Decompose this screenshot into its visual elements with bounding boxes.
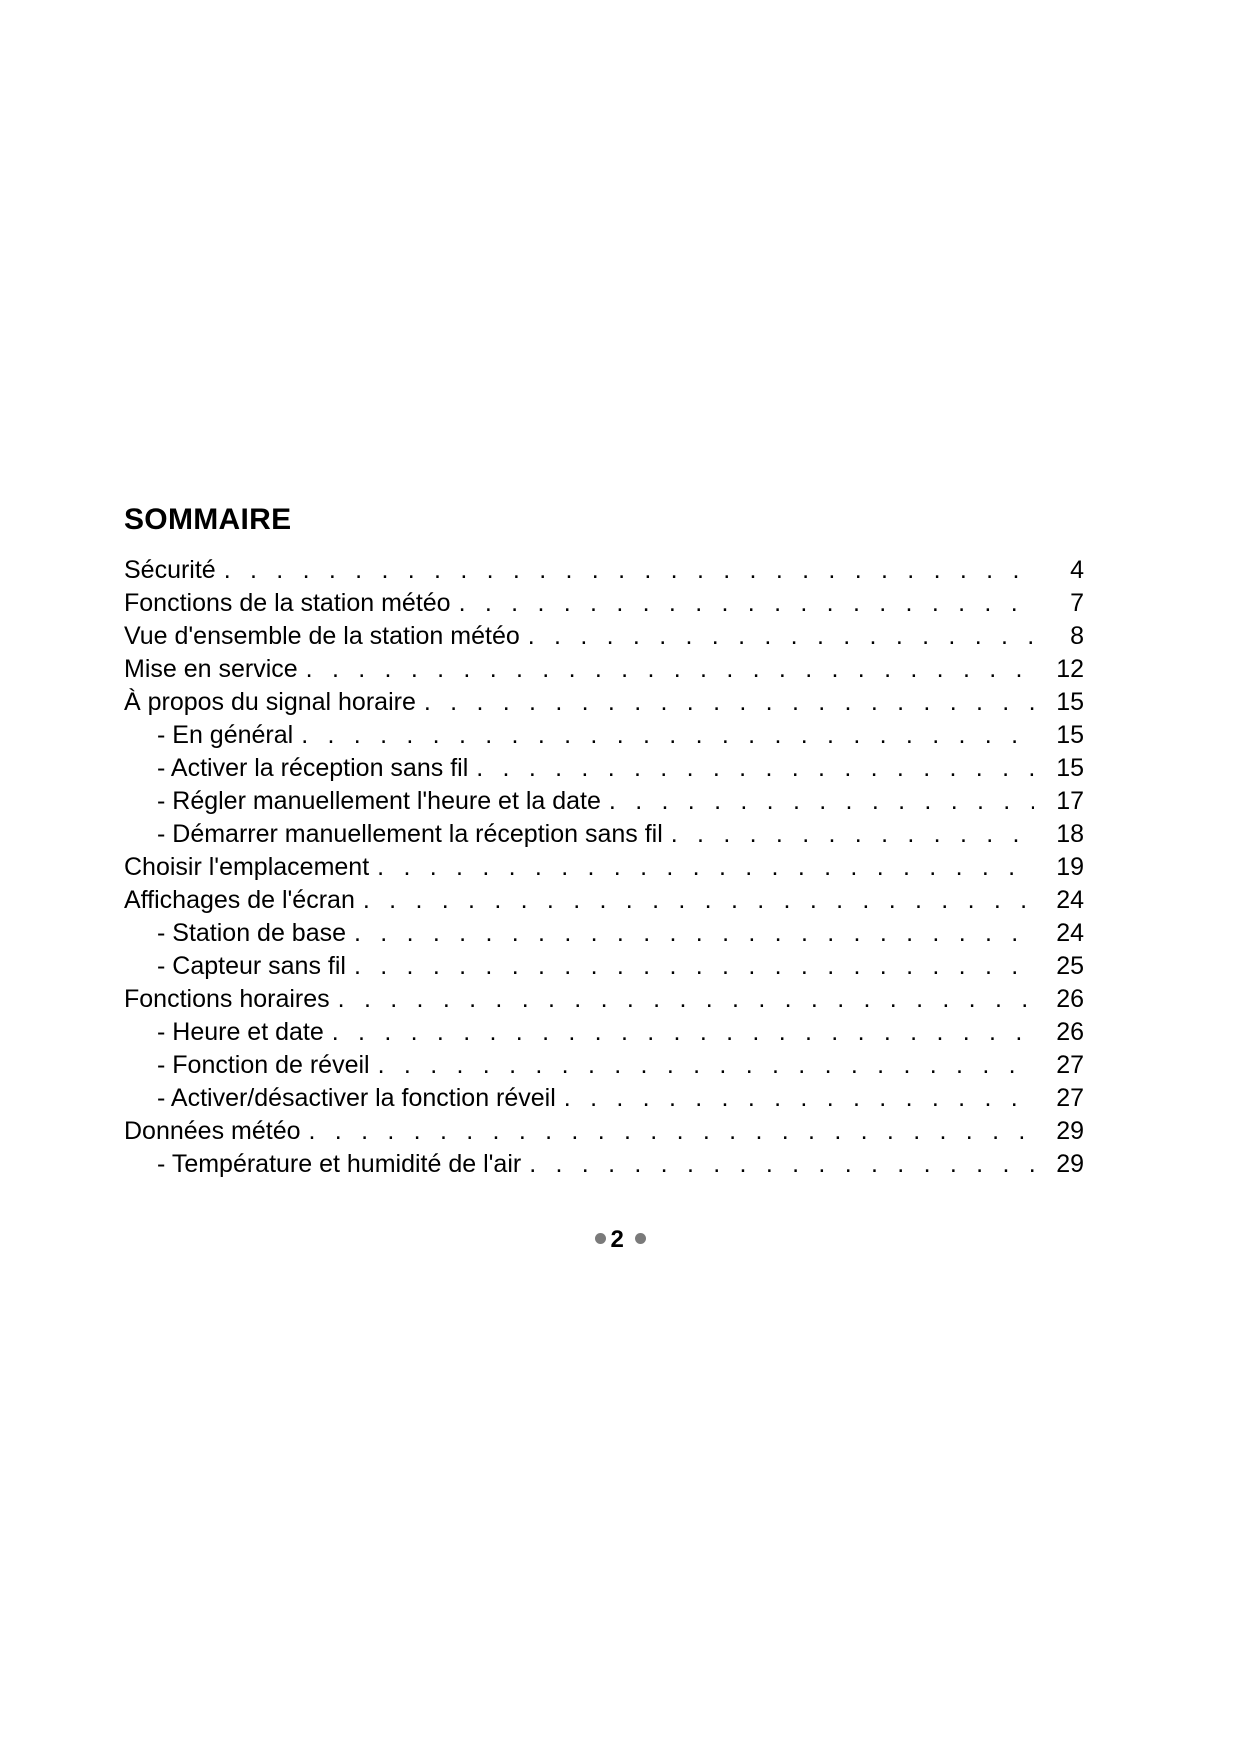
- toc-entry[interactable]: [124, 1149, 1084, 1182]
- toc-entry[interactable]: [124, 621, 1084, 654]
- toc-entry-label: - Fonction de réveil: [157, 1051, 370, 1079]
- dot-leader: [363, 885, 1034, 915]
- bullet-right-icon: [635, 1233, 646, 1244]
- toc-entry-label: - En général: [157, 721, 294, 749]
- toc-entry-label: - Régler manuellement l'heure et la date: [157, 787, 601, 815]
- toc-entry-page: 26: [1056, 985, 1084, 1013]
- toc-entry[interactable]: [124, 852, 1084, 885]
- dot-leader: [338, 984, 1034, 1014]
- bullet-left-icon: [595, 1233, 606, 1244]
- dot-leader: [528, 621, 1034, 651]
- dot-leader: [459, 588, 1034, 618]
- toc-entry[interactable]: [124, 753, 1084, 786]
- dot-leader: [564, 1083, 1034, 1113]
- toc-entry-page: 15: [1056, 754, 1084, 782]
- dot-leader: [424, 687, 1034, 717]
- toc-entry-label: - Température et humidité de l'air: [157, 1150, 522, 1178]
- toc-entry[interactable]: [124, 918, 1084, 951]
- dot-leader: [301, 720, 1034, 750]
- toc-entry-label: Sécurité: [124, 556, 216, 584]
- toc-entry-page: 24: [1056, 919, 1084, 947]
- toc-entry[interactable]: [124, 654, 1084, 687]
- toc-entry-page: 18: [1056, 820, 1084, 848]
- toc-entry-label: - Démarrer manuellement la réception sans fil: [157, 820, 663, 848]
- toc-entry[interactable]: [124, 819, 1084, 852]
- dot-leader: [609, 786, 1034, 816]
- toc-entry-page: 25: [1056, 952, 1084, 980]
- dot-leader: [476, 753, 1034, 783]
- toc-entry-label: Données météo: [124, 1117, 301, 1145]
- toc-title: SOMMAIRE: [124, 503, 292, 536]
- toc-entry-label: Affichages de l'écran: [124, 886, 355, 914]
- table-of-contents: [124, 555, 1084, 1182]
- dot-leader: [306, 654, 1034, 684]
- toc-entry[interactable]: [124, 1017, 1084, 1050]
- toc-entry-label: Fonctions de la station météo: [124, 589, 451, 617]
- toc-entry-label: Choisir l'emplacement: [124, 853, 370, 881]
- toc-entry[interactable]: [124, 1083, 1084, 1116]
- toc-entry-label: Vue d'ensemble de la station météo: [124, 622, 520, 650]
- page-number: 2: [610, 1226, 624, 1253]
- toc-entry-label: - Heure et date: [157, 1018, 324, 1046]
- dot-leader: [354, 918, 1034, 948]
- toc-entry-page: 17: [1056, 787, 1084, 815]
- toc-entry-page: 15: [1056, 688, 1084, 716]
- toc-entry-page: 7: [1070, 589, 1084, 617]
- dot-leader: [529, 1149, 1034, 1179]
- toc-entry[interactable]: [124, 588, 1084, 621]
- page-number-footer: [0, 1226, 1241, 1254]
- toc-entry-label: À propos du signal horaire: [124, 688, 416, 716]
- toc-entry[interactable]: [124, 1116, 1084, 1149]
- toc-entry-page: 15: [1056, 721, 1084, 749]
- toc-entry-page: 27: [1056, 1051, 1084, 1079]
- toc-entry[interactable]: [124, 951, 1084, 984]
- dot-leader: [671, 819, 1034, 849]
- toc-entry[interactable]: [124, 687, 1084, 720]
- dot-leader: [224, 555, 1034, 585]
- toc-entry-label: - Activer la réception sans fil: [157, 754, 469, 782]
- toc-entry-page: 24: [1056, 886, 1084, 914]
- toc-entry[interactable]: [124, 555, 1084, 588]
- dot-leader: [377, 852, 1034, 882]
- dot-leader: [354, 951, 1034, 981]
- toc-entry-page: 4: [1070, 556, 1084, 584]
- dot-leader: [332, 1017, 1034, 1047]
- toc-entry[interactable]: [124, 720, 1084, 753]
- toc-entry-label: Fonctions horaires: [124, 985, 330, 1013]
- toc-entry-page: 26: [1056, 1018, 1084, 1046]
- dot-leader: [309, 1116, 1034, 1146]
- toc-entry-page: 8: [1070, 622, 1084, 650]
- toc-entry-label: - Capteur sans fil: [157, 952, 346, 980]
- toc-entry-page: 12: [1056, 655, 1084, 683]
- toc-entry-page: 29: [1056, 1117, 1084, 1145]
- dot-leader: [378, 1050, 1034, 1080]
- toc-entry[interactable]: [124, 786, 1084, 819]
- toc-entry-page: 29: [1056, 1150, 1084, 1178]
- toc-entry-label: Mise en service: [124, 655, 298, 683]
- toc-entry-label: - Activer/désactiver la fonction réveil: [157, 1084, 556, 1112]
- toc-entry-page: 27: [1056, 1084, 1084, 1112]
- toc-entry-label: - Station de base: [157, 919, 347, 947]
- toc-entry[interactable]: [124, 984, 1084, 1017]
- toc-entry[interactable]: [124, 1050, 1084, 1083]
- toc-entry[interactable]: [124, 885, 1084, 918]
- toc-entry-page: 19: [1056, 853, 1084, 881]
